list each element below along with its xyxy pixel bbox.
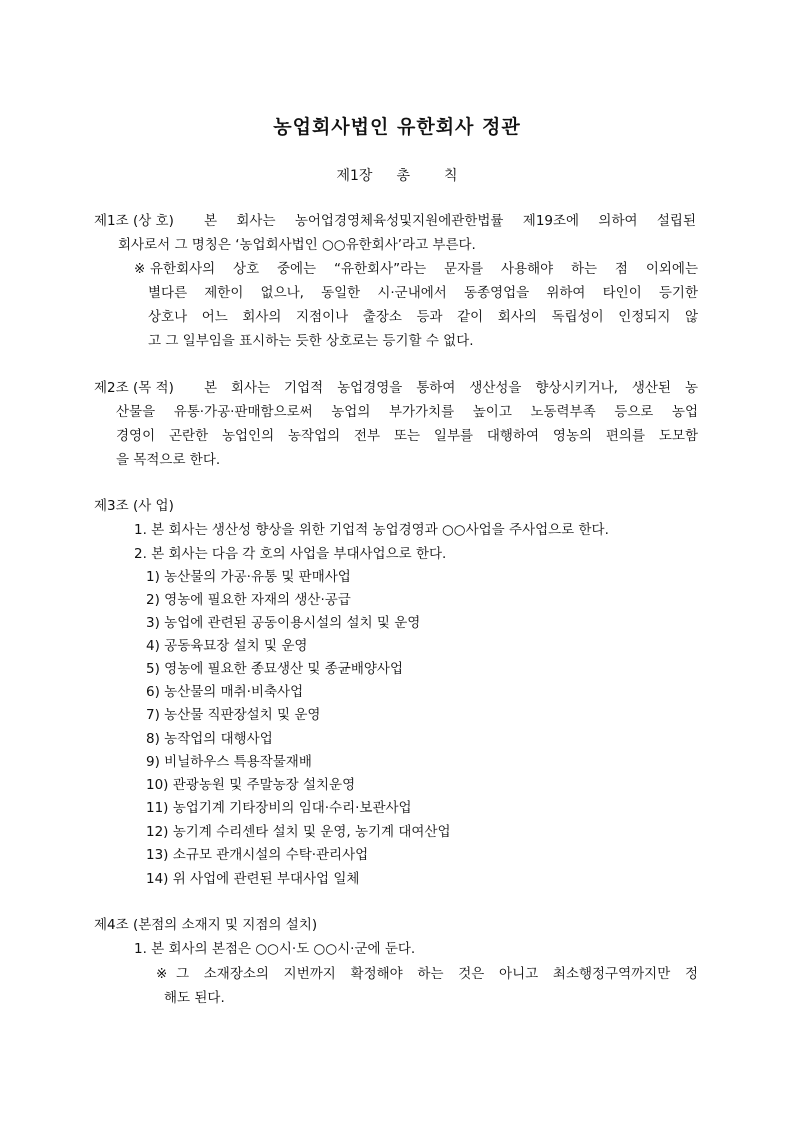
article3-subitem-2: 2) 영농에 필요한 자재의 생산·공급 [146, 592, 351, 608]
article3-item-2: 2. 본 회사는 다음 각 호의 사업을 부대사업으로 한다. [134, 546, 447, 562]
article4-note-line-1: 그 소재장소의 지번까지 확정해야 하는 것은 아니고 최소행정구역까지만 정 [176, 966, 698, 982]
article3-subitem-11: 11) 농업기계 기타장비의 임대·수리·보관사업 [146, 800, 412, 816]
article1-note-line-2: 별다른 제한이 없으나, 동일한 시·군내에서 동종영업을 위하여 타인이 등기한 [148, 285, 698, 301]
article3-item-1: 1. 본 회사는 생산성 향상을 위한 기업적 농업경영과 ○○사업을 주사업으로 한다. [134, 522, 609, 538]
article3-subitem-9: 9) 비닐하우스 특용작물재배 [146, 754, 312, 770]
article3-subitem-8: 8) 농작업의 대행사업 [146, 731, 273, 747]
article3-subitem-6: 6) 농산물의 매취·비축사업 [146, 684, 304, 700]
article2-line-2: 산물을 유통·가공·판매함으로써 농업의 부가가치를 높이고 노동력부족 등으로 농업 [116, 404, 698, 420]
chapter-number: 제1장 [336, 168, 373, 184]
article3-subitem-5: 5) 영농에 필요한 종묘생산 및 종균배양사업 [146, 661, 404, 677]
article4-note-line-2: 해도 된다. [164, 990, 225, 1006]
article1-heading: 제1조 (상 호) [94, 213, 174, 229]
article4-item-1: 1. 본 회사의 본점은 ○○시·도 ○○시·군에 둔다. [134, 941, 416, 957]
article4-heading: 제4조 (본점의 소재지 및 지점의 설치) [94, 917, 318, 933]
article3-subitem-13: 13) 소규모 관개시설의 수탁·관리사업 [146, 847, 369, 863]
chapter-name-a: 총 [396, 168, 410, 184]
article2-line-4: 을 목적으로 한다. [116, 452, 221, 468]
article4-note-mark: ※ [156, 966, 168, 982]
article1-line-2: 회사로서 그 명칭은 ‘농업회사법인 ○○유한회사’라고 부른다. [118, 237, 476, 253]
article3-subitem-1: 1) 농산물의 가공·유통 및 판매사업 [146, 569, 351, 585]
article2-heading: 제2조 (목 적) [94, 380, 174, 396]
article2-line-1: 본 회사는 기업적 농업경영을 통하여 생산성을 향상시키거나, 생산된 농 [204, 380, 698, 396]
article1-note-line-4: 고 그 일부임을 표시하는 듯한 상호로는 등기할 수 없다. [148, 333, 474, 349]
article3-subitem-12: 12) 농기계 수리센타 설치 및 운영, 농기계 대여산업 [146, 824, 451, 840]
article3-subitem-14: 14) 위 사업에 관련된 부대사업 일체 [146, 871, 360, 887]
article3-subitem-10: 10) 관광농원 및 주말농장 설치운영 [146, 777, 356, 793]
article1-note-line-1: 유한회사의 상호 중에는 “유한회사”라는 문자를 사용해야 하는 점 이외에는 [150, 261, 698, 277]
chapter-heading [0, 165, 794, 185]
article3-heading: 제3조 (사 업) [94, 498, 174, 514]
article1-line-1: 본 회사는 농어업경영체육성및지원에관한법률 제19조에 의하여 설립된 [204, 213, 696, 229]
article1-note-mark: ※ [134, 261, 146, 277]
document-title: 농업회사법인 유한회사 정관 [273, 116, 521, 138]
chapter-name-b: 칙 [443, 168, 458, 184]
article3-subitem-3: 3) 농업에 관련된 공동이용시설의 설치 및 운영 [146, 615, 421, 631]
article3-subitem-4: 4) 공동육묘장 설치 및 운영 [146, 638, 308, 654]
article2-line-3: 경영이 곤란한 농업인의 농작업의 전부 또는 일부를 대행하여 영농의 편의를 도모함 [116, 428, 698, 444]
article1-note-line-3: 상호나 어느 회사의 지점이나 출장소 등과 같이 회사의 독립성이 인정되지 않 [148, 309, 698, 325]
article3-subitem-7: 7) 농산물 직판장설치 및 운영 [146, 707, 321, 723]
